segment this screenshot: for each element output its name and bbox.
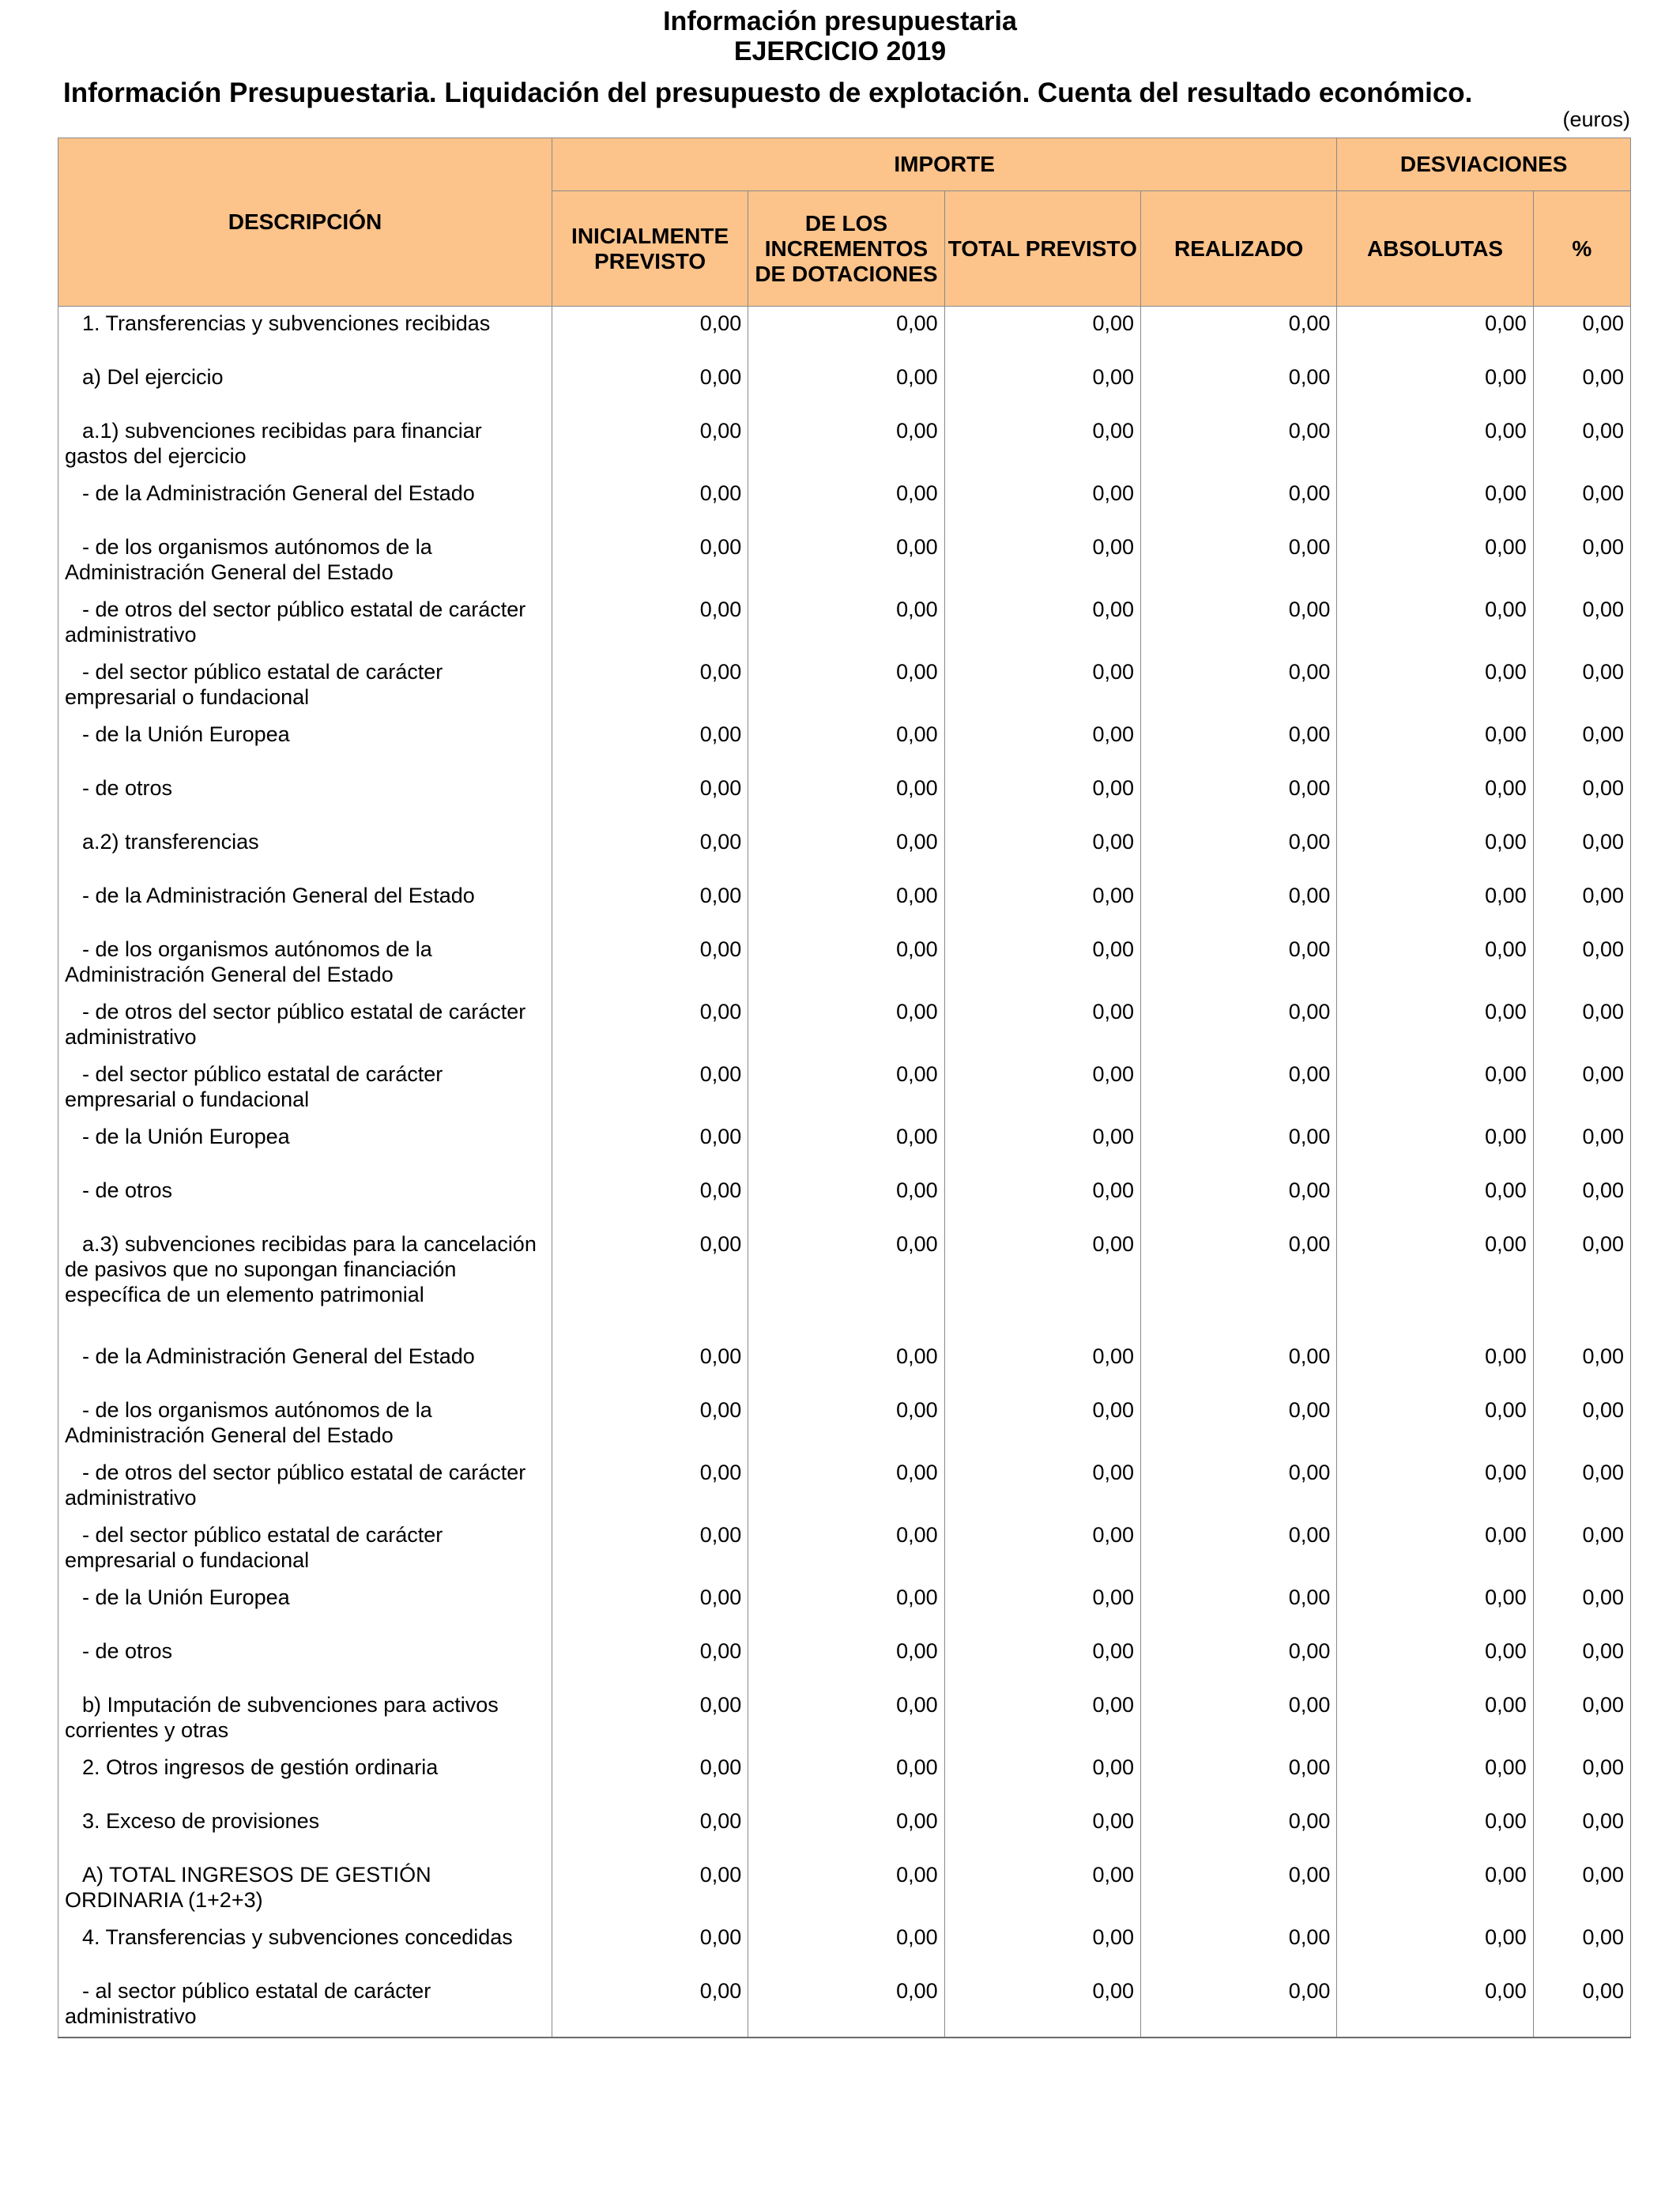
row-value: 0,00 [1533, 1120, 1630, 1174]
row-value: 0,00 [552, 718, 748, 771]
row-description-text: - de otros del sector público estatal de carácter administrativo [65, 1461, 526, 1510]
col-header-incrementos-dotaciones: DE LOS INCREMENTOS DE DOTACIONES [748, 191, 944, 307]
row-value: 0,00 [944, 995, 1140, 1057]
row-value: 0,00 [748, 1340, 944, 1393]
row-value: 0,00 [1533, 1688, 1630, 1751]
row-description-text: - de los organismos autónomos de la Administración General del Estado [65, 937, 432, 986]
row-description-text: - de otros [82, 1178, 173, 1202]
row-value: 0,00 [1141, 718, 1337, 771]
row-description [58, 933, 552, 995]
col-header-inicialmente-previsto: INICIALMENTE PREVISTO [552, 191, 748, 307]
row-value: 0,00 [1337, 530, 1533, 593]
row-value: 0,00 [1337, 1804, 1533, 1858]
row-value: 0,00 [748, 1120, 944, 1174]
row-value: 0,00 [552, 1456, 748, 1518]
row-value: 0,00 [1337, 1120, 1533, 1174]
row-value: 0,00 [944, 1120, 1140, 1174]
table-row [58, 825, 1631, 879]
row-value: 0,00 [944, 1688, 1140, 1751]
table-row [58, 655, 1631, 718]
row-value: 0,00 [944, 1634, 1140, 1688]
row-value: 0,00 [1337, 1174, 1533, 1227]
row-value: 0,00 [1141, 1974, 1337, 2038]
row-value: 0,00 [1337, 1751, 1533, 1804]
row-description-text: - de la Administración General del Estado [82, 481, 475, 505]
row-value: 0,00 [944, 1057, 1140, 1120]
row-value: 0,00 [552, 1581, 748, 1634]
row-value: 0,00 [944, 1174, 1140, 1227]
row-value: 0,00 [1141, 530, 1337, 593]
row-value: 0,00 [1141, 1581, 1337, 1634]
row-description-text: 2. Otros ingresos de gestión ordinaria [82, 1755, 439, 1779]
row-value: 0,00 [1533, 1227, 1630, 1340]
row-value: 0,00 [748, 1858, 944, 1921]
row-value: 0,00 [1141, 1518, 1337, 1581]
row-value: 0,00 [552, 530, 748, 593]
row-description [58, 995, 552, 1057]
row-description [58, 1227, 552, 1340]
row-description [58, 1688, 552, 1751]
row-value: 0,00 [1141, 879, 1337, 933]
row-value: 0,00 [1337, 593, 1533, 655]
row-value: 0,00 [1533, 477, 1630, 530]
row-value: 0,00 [1533, 718, 1630, 771]
col-header-absolutas: ABSOLUTAS [1337, 191, 1533, 307]
row-value: 0,00 [1141, 414, 1337, 477]
row-value: 0,00 [944, 1921, 1140, 1974]
row-value: 0,00 [1337, 655, 1533, 718]
row-value: 0,00 [944, 718, 1140, 771]
row-description [58, 1974, 552, 2038]
fiscal-year: EJERCICIO 2019 [733, 36, 947, 66]
row-value: 0,00 [1533, 995, 1630, 1057]
row-description [58, 718, 552, 771]
row-value: 0,00 [552, 995, 748, 1057]
row-description [58, 414, 552, 477]
row-value: 0,00 [1533, 1518, 1630, 1581]
row-value: 0,00 [1533, 1921, 1630, 1974]
row-value: 0,00 [552, 1974, 748, 2038]
row-value: 0,00 [552, 593, 748, 655]
row-value: 0,00 [552, 1120, 748, 1174]
row-value: 0,00 [1533, 1456, 1630, 1518]
row-description [58, 1921, 552, 1974]
row-description [58, 307, 552, 361]
row-value: 0,00 [1533, 530, 1630, 593]
row-value: 0,00 [1533, 1340, 1630, 1393]
table-row [58, 1974, 1631, 2038]
units-label: (euros) [1562, 107, 1630, 131]
row-description [58, 1393, 552, 1456]
row-value: 0,00 [1533, 1393, 1630, 1456]
table-row [58, 1804, 1631, 1858]
row-value: 0,00 [1141, 593, 1337, 655]
row-value: 0,00 [944, 825, 1140, 879]
row-value: 0,00 [944, 879, 1140, 933]
table-row [58, 593, 1631, 655]
row-value: 0,00 [1337, 1227, 1533, 1340]
table-row [58, 995, 1631, 1057]
row-value: 0,00 [1533, 1858, 1630, 1921]
table-row [58, 1340, 1631, 1393]
row-description [58, 1858, 552, 1921]
row-value: 0,00 [1141, 1227, 1337, 1340]
row-value: 0,00 [1533, 1751, 1630, 1804]
row-description [58, 1804, 552, 1858]
row-value: 0,00 [944, 655, 1140, 718]
row-value: 0,00 [748, 1393, 944, 1456]
table-row [58, 1227, 1631, 1340]
col-header-percent: % [1533, 191, 1630, 307]
row-value: 0,00 [748, 1804, 944, 1858]
row-description-text: - de la Unión Europea [82, 1585, 290, 1609]
row-value: 0,00 [748, 771, 944, 825]
col-header-total-previsto: TOTAL PREVISTO [944, 191, 1140, 307]
row-value: 0,00 [1337, 1634, 1533, 1688]
row-value: 0,00 [1337, 1057, 1533, 1120]
row-value: 0,00 [1533, 1581, 1630, 1634]
table-row [58, 307, 1631, 361]
row-value: 0,00 [944, 360, 1140, 414]
row-value: 0,00 [748, 1974, 944, 2038]
row-value: 0,00 [552, 771, 748, 825]
row-value: 0,00 [1533, 1974, 1630, 2038]
row-value: 0,00 [944, 933, 1140, 995]
row-description [58, 1456, 552, 1518]
row-description-text: a.2) transferencias [82, 830, 259, 854]
row-value: 0,00 [1337, 718, 1533, 771]
row-value: 0,00 [552, 825, 748, 879]
row-value: 0,00 [748, 414, 944, 477]
row-value: 0,00 [552, 1393, 748, 1456]
row-description-text: - de otros [82, 1639, 173, 1663]
row-value: 0,00 [748, 879, 944, 933]
row-value: 0,00 [552, 1858, 748, 1921]
row-description [58, 879, 552, 933]
row-value: 0,00 [552, 933, 748, 995]
row-value: 0,00 [748, 718, 944, 771]
table-row [58, 771, 1631, 825]
row-description [58, 1581, 552, 1634]
row-description [58, 593, 552, 655]
row-value: 0,00 [1533, 655, 1630, 718]
row-value: 0,00 [748, 655, 944, 718]
row-value: 0,00 [552, 360, 748, 414]
row-value: 0,00 [944, 477, 1140, 530]
row-value: 0,00 [552, 1518, 748, 1581]
row-value: 0,00 [748, 1751, 944, 1804]
row-description-text: - de la Administración General del Estado [82, 884, 475, 907]
table-row [58, 530, 1631, 593]
table-row [58, 1581, 1631, 1634]
row-description [58, 530, 552, 593]
row-description-text: a) Del ejercicio [82, 365, 224, 389]
row-description [58, 1340, 552, 1393]
row-description [58, 1634, 552, 1688]
row-value: 0,00 [748, 995, 944, 1057]
table-row [58, 933, 1631, 995]
row-value: 0,00 [552, 1804, 748, 1858]
row-value: 0,00 [1337, 825, 1533, 879]
row-value: 0,00 [552, 307, 748, 361]
row-description-text: b) Imputación de subvenciones para activos corrientes y otras [65, 1693, 499, 1742]
row-description-text: - del sector público estatal de carácter empresarial o fundacional [65, 1062, 443, 1111]
row-value: 0,00 [1337, 995, 1533, 1057]
table-row [58, 1921, 1631, 1974]
row-value: 0,00 [1141, 1688, 1337, 1751]
row-value: 0,00 [1141, 1751, 1337, 1804]
row-description-text: a.1) subvenciones recibidas para financiar gastos del ejercicio [65, 419, 482, 468]
row-value: 0,00 [1141, 1804, 1337, 1858]
row-value: 0,00 [1141, 995, 1337, 1057]
row-value: 0,00 [1533, 825, 1630, 879]
row-value: 0,00 [1141, 1858, 1337, 1921]
row-value: 0,00 [748, 825, 944, 879]
row-description-text: 1. Transferencias y subvenciones recibidas [82, 311, 491, 335]
budget-table [58, 138, 1631, 2038]
row-value: 0,00 [552, 1634, 748, 1688]
row-value: 0,00 [748, 1688, 944, 1751]
row-description [58, 771, 552, 825]
table-row [58, 477, 1631, 530]
row-value: 0,00 [944, 1974, 1140, 2038]
row-value: 0,00 [748, 1921, 944, 1974]
row-value: 0,00 [1533, 1057, 1630, 1120]
row-value: 0,00 [748, 593, 944, 655]
row-value: 0,00 [552, 1921, 748, 1974]
row-value: 0,00 [1533, 771, 1630, 825]
row-value: 0,00 [552, 655, 748, 718]
row-description-text: - al sector público estatal de carácter administrativo [65, 1979, 431, 2028]
table-row [58, 1858, 1631, 1921]
row-value: 0,00 [1337, 1518, 1533, 1581]
row-value: 0,00 [1337, 1921, 1533, 1974]
table-row [58, 414, 1631, 477]
row-value: 0,00 [944, 414, 1140, 477]
col-header-realizado: REALIZADO [1141, 191, 1337, 307]
report-subtitle: Información Presupuestaria. Liquidación del presupuesto de explotación. Cuenta del resultado económico. [63, 77, 1473, 108]
row-value: 0,00 [552, 1057, 748, 1120]
row-value: 0,00 [748, 1581, 944, 1634]
col-header-description: DESCRIPCIÓN [58, 138, 552, 307]
row-value: 0,00 [552, 477, 748, 530]
row-value: 0,00 [1337, 1340, 1533, 1393]
row-value: 0,00 [944, 1227, 1140, 1340]
col-group-desviaciones: DESVIACIONES [1337, 138, 1631, 191]
row-value: 0,00 [944, 530, 1140, 593]
row-value: 0,00 [1533, 307, 1630, 361]
row-description [58, 477, 552, 530]
row-value: 0,00 [944, 307, 1140, 361]
row-value: 0,00 [748, 933, 944, 995]
row-description [58, 1174, 552, 1227]
table-row [58, 879, 1631, 933]
table-row [58, 1518, 1631, 1581]
row-value: 0,00 [944, 1751, 1140, 1804]
row-value: 0,00 [1141, 825, 1337, 879]
table-row [58, 360, 1631, 414]
row-description-text: - de otros del sector público estatal de carácter administrativo [65, 1000, 526, 1049]
row-value: 0,00 [1141, 307, 1337, 361]
row-value: 0,00 [1141, 655, 1337, 718]
row-description-text: a.3) subvenciones recibidas para la cancelación de pasivos que no supongan financiación específica de un elemento patrimonial [65, 1232, 537, 1306]
row-value: 0,00 [1337, 933, 1533, 995]
row-value: 0,00 [748, 477, 944, 530]
row-value: 0,00 [1141, 360, 1337, 414]
row-value: 0,00 [1337, 414, 1533, 477]
row-description-text: - de la Administración General del Estado [82, 1344, 475, 1368]
row-value: 0,00 [1337, 1393, 1533, 1456]
row-value: 0,00 [748, 1518, 944, 1581]
row-description-text: - del sector público estatal de carácter empresarial o fundacional [65, 660, 443, 709]
row-description [58, 1518, 552, 1581]
row-value: 0,00 [1337, 1581, 1533, 1634]
row-value: 0,00 [944, 771, 1140, 825]
table-row [58, 1174, 1631, 1227]
row-value: 0,00 [552, 1688, 748, 1751]
row-value: 0,00 [748, 1174, 944, 1227]
row-value: 0,00 [1533, 1634, 1630, 1688]
row-value: 0,00 [748, 1634, 944, 1688]
row-description-text: - de otros [82, 776, 173, 800]
row-value: 0,00 [748, 360, 944, 414]
row-description [58, 1751, 552, 1804]
row-value: 0,00 [1141, 1340, 1337, 1393]
row-value: 0,00 [1141, 1057, 1337, 1120]
row-description [58, 360, 552, 414]
row-value: 0,00 [1141, 477, 1337, 530]
row-description-text: - de los organismos autónomos de la Administración General del Estado [65, 1398, 432, 1447]
table-row [58, 1057, 1631, 1120]
row-value: 0,00 [748, 307, 944, 361]
row-description-text: 4. Transferencias y subvenciones concedidas [82, 1925, 513, 1949]
table-body [58, 307, 1631, 2038]
row-value: 0,00 [1141, 1634, 1337, 1688]
table-row [58, 1393, 1631, 1456]
table-row [58, 718, 1631, 771]
row-value: 0,00 [1141, 1456, 1337, 1518]
page-title: Información presupuestaria [663, 6, 1017, 36]
row-description-text: - de la Unión Europea [82, 722, 290, 746]
row-value: 0,00 [944, 1858, 1140, 1921]
row-value: 0,00 [944, 1340, 1140, 1393]
row-value: 0,00 [944, 1393, 1140, 1456]
row-value: 0,00 [1533, 933, 1630, 995]
row-value: 0,00 [1337, 879, 1533, 933]
table-row [58, 1634, 1631, 1688]
row-value: 0,00 [1141, 771, 1337, 825]
table-row [58, 1688, 1631, 1751]
row-value: 0,00 [1337, 1858, 1533, 1921]
row-value: 0,00 [552, 1751, 748, 1804]
row-value: 0,00 [1337, 771, 1533, 825]
row-description-text: - del sector público estatal de carácter empresarial o fundacional [65, 1523, 443, 1572]
row-description [58, 1057, 552, 1120]
row-value: 0,00 [1533, 1804, 1630, 1858]
row-value: 0,00 [748, 1227, 944, 1340]
row-value: 0,00 [1337, 1974, 1533, 2038]
row-value: 0,00 [1533, 414, 1630, 477]
row-value: 0,00 [552, 1174, 748, 1227]
row-value: 0,00 [1337, 1688, 1533, 1751]
row-value: 0,00 [944, 1518, 1140, 1581]
row-value: 0,00 [1141, 1921, 1337, 1974]
row-value: 0,00 [1141, 1174, 1337, 1227]
row-value: 0,00 [552, 1340, 748, 1393]
table-row [58, 1120, 1631, 1174]
row-value: 0,00 [1533, 1174, 1630, 1227]
row-value: 0,00 [1337, 360, 1533, 414]
row-value: 0,00 [748, 1057, 944, 1120]
row-description-text: - de la Unión Europea [82, 1125, 290, 1148]
row-value: 0,00 [1533, 879, 1630, 933]
row-description-text: - de los organismos autónomos de la Administración General del Estado [65, 535, 432, 584]
row-value: 0,00 [944, 1581, 1140, 1634]
col-group-importe: IMPORTE [552, 138, 1336, 191]
row-value: 0,00 [1533, 593, 1630, 655]
table-row [58, 1456, 1631, 1518]
row-value: 0,00 [944, 1804, 1140, 1858]
row-description-text: - de otros del sector público estatal de carácter administrativo [65, 598, 526, 647]
row-value: 0,00 [1141, 1393, 1337, 1456]
table-row [58, 1751, 1631, 1804]
row-description [58, 825, 552, 879]
row-value: 0,00 [552, 879, 748, 933]
row-value: 0,00 [1337, 307, 1533, 361]
row-value: 0,00 [1141, 933, 1337, 995]
row-value: 0,00 [748, 530, 944, 593]
row-value: 0,00 [1337, 1456, 1533, 1518]
row-description [58, 1120, 552, 1174]
row-value: 0,00 [748, 1456, 944, 1518]
row-value: 0,00 [944, 593, 1140, 655]
row-value: 0,00 [552, 414, 748, 477]
row-value: 0,00 [1533, 360, 1630, 414]
row-description [58, 655, 552, 718]
row-description-text: 3. Exceso de provisiones [82, 1809, 320, 1833]
row-value: 0,00 [1337, 477, 1533, 530]
row-value: 0,00 [944, 1456, 1140, 1518]
row-value: 0,00 [1141, 1120, 1337, 1174]
row-value: 0,00 [552, 1227, 748, 1340]
row-description-text: A) TOTAL INGRESOS DE GESTIÓN ORDINARIA (1+2+3) [65, 1863, 431, 1912]
